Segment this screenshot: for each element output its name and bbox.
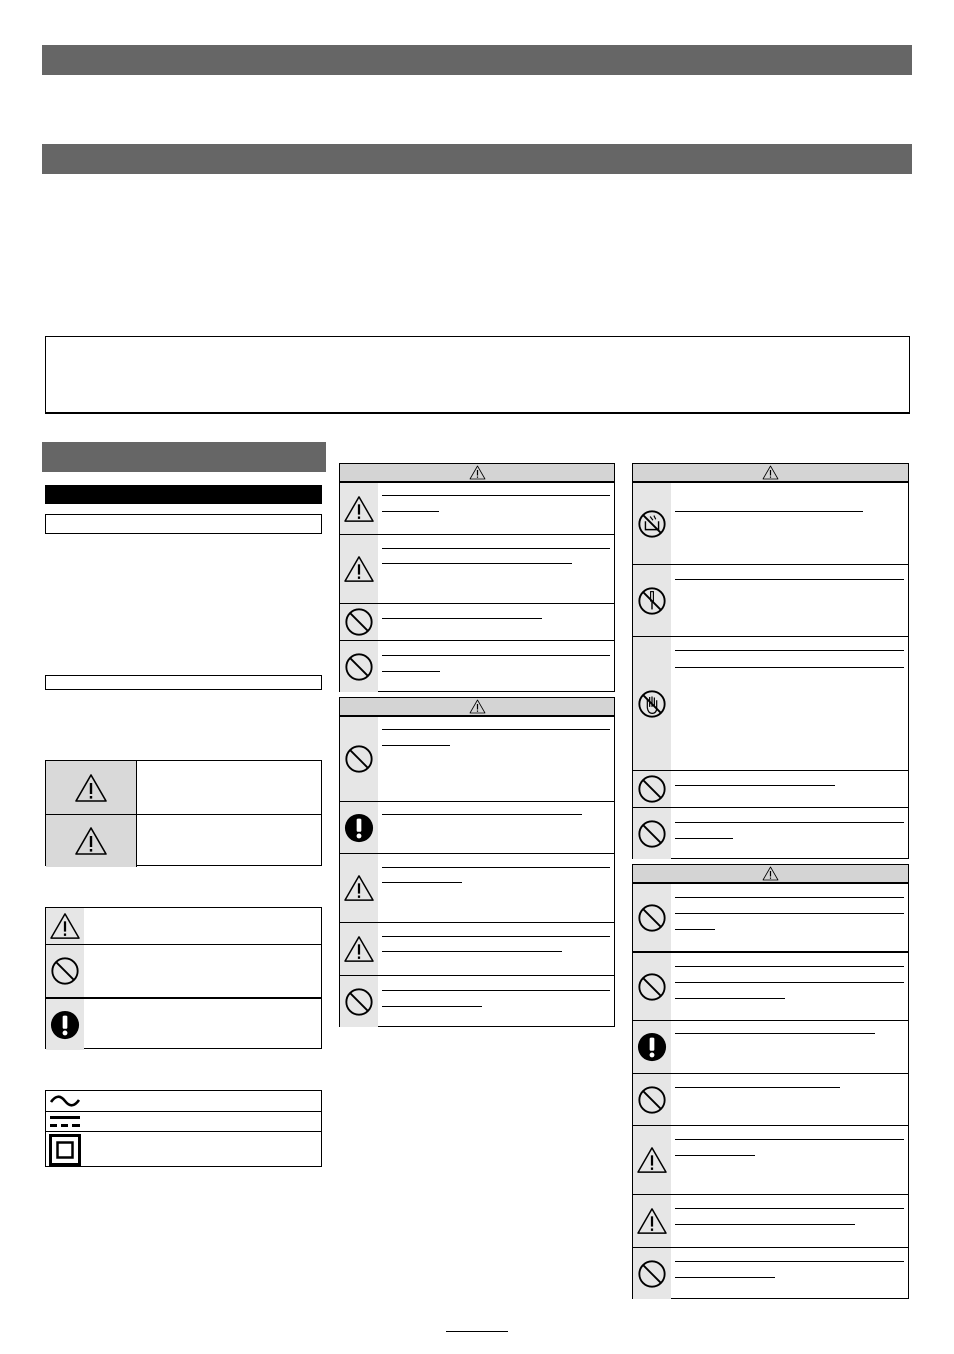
symbol-table <box>45 907 322 1049</box>
caution-cont-row-1 <box>633 883 908 951</box>
warning-cont-row-5 <box>633 807 908 859</box>
warning-triangle-icon <box>49 912 81 940</box>
caution-row-1 <box>340 716 614 801</box>
notice-box <box>45 336 910 414</box>
text-line <box>382 951 562 952</box>
row-icon-cell <box>340 854 378 922</box>
text-line <box>382 511 439 512</box>
warning-row-1 <box>340 482 614 534</box>
text-line <box>675 511 863 512</box>
no-disassemble-icon <box>637 586 667 616</box>
warning-row-4 <box>340 640 614 692</box>
row-icon-cell <box>633 1021 671 1073</box>
ac-row <box>46 1091 321 1111</box>
caution-row-2 <box>340 801 614 853</box>
caution-cont-row-5 <box>633 1125 908 1194</box>
caution-panel <box>339 697 615 1027</box>
text-line <box>382 882 462 883</box>
text-line <box>382 671 440 672</box>
caution-cont-row-6 <box>633 1194 908 1247</box>
text-line <box>675 1261 904 1262</box>
text-line <box>675 982 904 983</box>
caution-row-4 <box>340 922 614 975</box>
no-wet-location-icon <box>637 509 667 539</box>
text-line <box>382 729 610 730</box>
dc-line-icon <box>49 1114 81 1130</box>
warning-cont-row-4 <box>633 770 908 807</box>
row-icon-cell <box>340 483 378 534</box>
caution-panel-continued-header <box>633 865 908 883</box>
text-line <box>382 1006 482 1007</box>
warning-triangle-icon <box>469 699 486 714</box>
symbol-cell <box>46 908 84 944</box>
warning-row-3 <box>340 603 614 640</box>
text-line <box>382 655 610 656</box>
black-heading <box>45 485 322 504</box>
text-line <box>675 1139 904 1140</box>
prohibition-icon <box>344 744 374 774</box>
warning-triangle-icon <box>74 826 108 856</box>
row-icon-cell <box>633 1248 671 1299</box>
caution-row-5 <box>340 975 614 1027</box>
severity-row-warning <box>46 761 321 814</box>
row-icon-cell <box>633 483 671 564</box>
prohibition-icon <box>344 607 374 637</box>
text-line <box>675 1208 904 1209</box>
row-icon-cell <box>633 953 671 1020</box>
text-line <box>675 579 904 580</box>
prohibition-icon <box>637 774 667 804</box>
text-line <box>382 618 542 619</box>
severity-caution-cell <box>46 815 137 867</box>
row-icon-cell <box>633 808 671 859</box>
text-line <box>675 1155 755 1156</box>
warning-triangle-icon <box>762 866 779 881</box>
prohibition-icon <box>344 652 374 682</box>
text-line <box>675 822 904 823</box>
dc-row <box>46 1111 321 1131</box>
caution-panel-continued <box>632 864 909 1299</box>
row-icon-cell <box>633 637 671 770</box>
warning-cont-row-3 <box>633 636 908 770</box>
ac-wave-icon <box>49 1093 81 1109</box>
severity-table <box>45 760 322 866</box>
text-line <box>675 1087 840 1088</box>
electrical-symbols-table <box>45 1090 322 1167</box>
row-icon-cell <box>340 802 378 853</box>
no-touch-hand-icon <box>637 689 667 719</box>
symbol-row-mandatory <box>46 997 321 1050</box>
warning-triangle-icon <box>469 465 486 480</box>
warning-triangle-icon <box>343 935 375 963</box>
warning-triangle-icon <box>343 874 375 902</box>
warning-triangle-icon <box>636 1146 668 1174</box>
caution-cont-row-3 <box>633 1020 908 1073</box>
page-number <box>446 1331 508 1349</box>
text-line <box>675 966 904 967</box>
text-line <box>382 548 610 549</box>
mandatory-exclamation-icon <box>344 813 374 843</box>
caution-panel-header <box>340 698 614 716</box>
symbol-cell <box>46 945 84 997</box>
class2-row <box>46 1131 321 1168</box>
warning-panel-continued <box>632 463 909 859</box>
section-bar-1 <box>42 45 912 75</box>
row-icon-cell <box>340 604 378 640</box>
row-icon-cell <box>340 976 378 1027</box>
warning-triangle-icon <box>343 555 375 583</box>
row-icon-cell <box>633 1195 671 1247</box>
prohibition-icon <box>50 956 80 986</box>
text-line <box>382 990 610 991</box>
text-line <box>675 785 835 786</box>
caution-cont-row-4 <box>633 1073 908 1125</box>
warning-triangle-icon <box>74 773 108 803</box>
severity-warning-cell <box>46 761 137 814</box>
text-line <box>382 745 450 746</box>
text-line <box>675 897 904 898</box>
row-icon-cell <box>340 535 378 603</box>
row-icon-cell <box>633 1126 671 1194</box>
text-line <box>675 1277 775 1278</box>
warning-cont-row-2 <box>633 564 908 636</box>
section-bar-safety <box>42 442 326 472</box>
warning-row-2 <box>340 534 614 603</box>
warning-panel-header <box>340 464 614 482</box>
row-icon-cell <box>633 771 671 807</box>
text-line <box>675 1033 875 1034</box>
row-icon-cell <box>633 884 671 951</box>
mandatory-exclamation-icon <box>637 1032 667 1062</box>
text-line <box>675 838 733 839</box>
box-heading-1 <box>45 514 322 534</box>
double-square-icon <box>49 1134 81 1166</box>
caution-cont-row-2 <box>633 951 908 1020</box>
box-heading-2 <box>45 675 322 690</box>
text-line <box>382 814 582 815</box>
symbol-row-prohibit <box>46 944 321 997</box>
warning-panel-continued-header <box>633 464 908 482</box>
text-line <box>382 867 610 868</box>
text-line <box>675 998 785 999</box>
text-line <box>675 667 904 668</box>
row-icon-cell <box>340 641 378 692</box>
row-icon-cell <box>633 1074 671 1125</box>
warning-triangle-icon <box>636 1207 668 1235</box>
text-line <box>382 936 610 937</box>
severity-row-caution <box>46 814 321 867</box>
caution-cont-row-7 <box>633 1247 908 1299</box>
prohibition-icon <box>637 972 667 1002</box>
prohibition-icon <box>344 987 374 1017</box>
row-icon-cell <box>340 923 378 975</box>
text-line <box>675 929 715 930</box>
symbol-row-caution <box>46 908 321 944</box>
prohibition-icon <box>637 903 667 933</box>
prohibition-icon <box>637 1085 667 1115</box>
row-icon-cell <box>633 565 671 636</box>
prohibition-icon <box>637 819 667 849</box>
prohibition-icon <box>637 1259 667 1289</box>
section-bar-2 <box>42 144 912 174</box>
warning-triangle-icon <box>343 495 375 523</box>
symbol-cell <box>46 999 84 1050</box>
text-line <box>382 495 610 496</box>
caution-row-3 <box>340 853 614 922</box>
text-line <box>675 650 904 651</box>
warning-triangle-icon <box>762 465 779 480</box>
row-icon-cell <box>340 717 378 801</box>
text-line <box>675 913 904 914</box>
warning-cont-row-1 <box>633 482 908 564</box>
text-line <box>382 563 572 564</box>
warning-panel <box>339 463 615 692</box>
mandatory-exclamation-icon <box>50 1010 80 1040</box>
text-line <box>675 1224 855 1225</box>
